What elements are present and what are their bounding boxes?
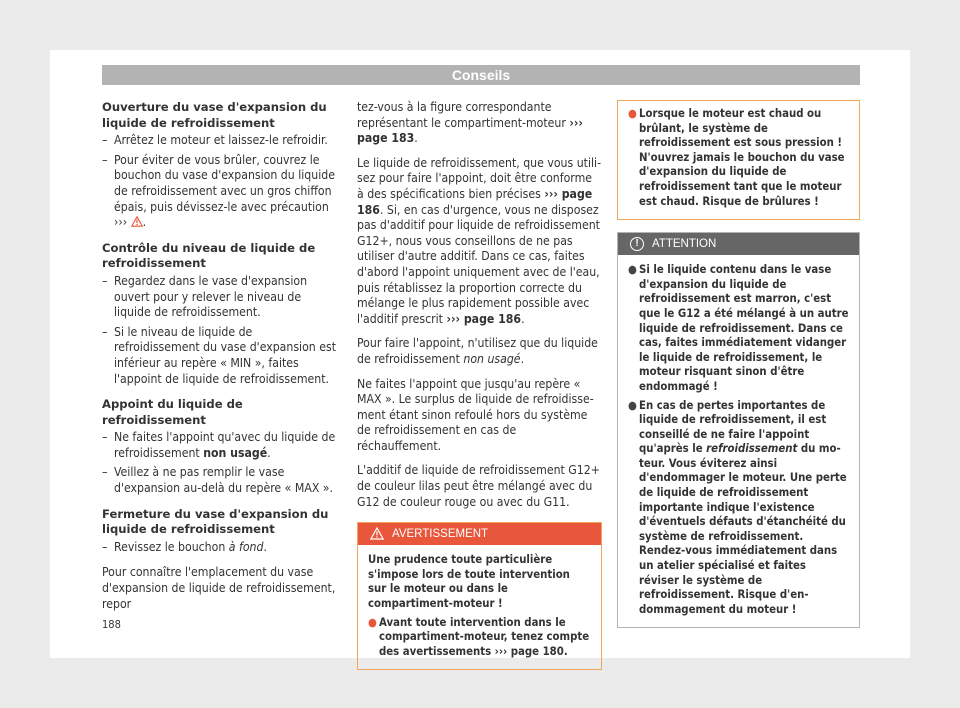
paragraph: Le liquide de refroidissement, que vous utilisez pour faire l'appoint, doit être conforme à des spécifications bien précises ››› page 186. Si, en cas d'urgence, vous ne disposez pas d'additif pour liquide de refroidissement G12+, nous vous conseillons de ne pas utiliser d'autre additif. Dans ce cas, faites d'abord l'appoint uniquement avec de l'eau, puis rétablissez la proportion correcte du mélange le plus rapidement possible avec l'additif prescrit ››› page 186. bbox=[357, 155, 602, 326]
column-3 bbox=[617, 100, 860, 628]
list-item: – Ne faites l'appoint qu'avec du liquide de refroidissement non usagé. bbox=[102, 430, 336, 460]
heading-open-tank: Ouverture du vase d'expansion du liquide de refroidissement bbox=[102, 100, 327, 130]
page-link[interactable]: ››› page 180 bbox=[494, 644, 564, 658]
paragraph: Pour connaître l'emplacement du vase d'expansion de liquide de refroidissement, repor bbox=[102, 565, 336, 611]
warning-box bbox=[357, 522, 602, 670]
list-item: – Arrêtez le moteur et laissez-le refroidir. bbox=[102, 133, 328, 148]
bullet-item: ● Avant toute intervention dans le compartiment-moteur, tenez compte des avertissements ››› page 180. bbox=[368, 615, 590, 658]
attention-box bbox=[617, 232, 860, 628]
warning-box-header: AVERTISSEMENT bbox=[358, 523, 601, 545]
heading-check-level: Contrôle du niveau de liquide de refroidissement bbox=[102, 240, 316, 271]
paragraph: Pour faire l'appoint, n'utilisez que du liquide de refroidissement non usagé. bbox=[357, 336, 598, 366]
page-number: 188 bbox=[102, 618, 121, 631]
bullet-item: ● Si le liquide contenu dans le vase d'expansion du liquide de refroidissement est marron, c'est que le G12 a été mélangé à un autre liquide de refroidissement. Dans ce cas, faites immédiatement vidanger le liquide de refroidissement, le moteur risquant sinon d'être endommagé ! bbox=[628, 263, 849, 393]
bullet-item: ● En cas de pertes importantes de liquide de refroidissement, il est conseillé de ne faire l'appoint qu'après le refroidissement du moteur. Vous éviterez ainsi d'endommager le moteur. Une perte de liquide de refroidissement importante indique l'existence d'éventuels défauts d'étanchéité du système de refroidissement. Rendez-vous immédiatement dans un atelier spécialisé et faites réviser le système de refroidissement. Risque d'endommagement du moteur ! bbox=[628, 398, 847, 616]
list-item: – Revissez le bouchon à fond. bbox=[102, 539, 267, 554]
heading-close-tank: Fermeture du vase d'expansion du liquide de refroidissement bbox=[102, 506, 329, 537]
page-link[interactable]: ››› page 186 bbox=[357, 186, 593, 217]
info-icon: ! bbox=[630, 237, 644, 251]
page-link[interactable]: ››› page 183 bbox=[357, 115, 583, 146]
warning-box-continued bbox=[617, 100, 860, 220]
page-link[interactable]: ››› page 186 bbox=[446, 311, 522, 326]
paragraph: tez-vous à la figure correspondante représentant le compartiment-moteur ››› page 183. bbox=[357, 100, 583, 146]
paragraph: L'additif de liquide de refroidissement G12+ de couleur lilas peut être mélangé avec du G12 de couleur rouge ou avec du G11. bbox=[357, 463, 600, 509]
warning-box-body: Une prudence toute particulière s'impose lors de toute intervention sur le moteur ou dans le compartiment-moteur ! ● Avant toute intervention dans le compartiment-moteur, tenez compte des avertissements ››› page 180. bbox=[368, 553, 590, 658]
warning-icon bbox=[370, 527, 384, 540]
attention-box-body bbox=[618, 255, 859, 627]
list-item: – Pour éviter de vous brûler, couvrez le bouchon du vase d'expansion du liquide de refroidissement avec un gros chiffon épais, puis dévissez-le avec précaution ››› . bbox=[102, 152, 335, 230]
list-item: – Regardez dans le vase d'expansion ouvert pour y relever le niveau de liquide de refroidissement. bbox=[102, 273, 308, 320]
column-1 bbox=[102, 100, 340, 621]
warning-icon bbox=[131, 216, 143, 227]
attention-box-header: ! ATTENTION bbox=[618, 233, 859, 255]
bullet-item: ● Lorsque le moteur est chaud ou brûlant, le système de refroidissement est sous pression ! N'ouvrez jamais le bouchon du vase d'expansion du liquide de refroidissement tant que le moteur est chaud. Risque de brûlures ! bbox=[628, 107, 845, 208]
list-item: – Si le niveau de liquide de refroidissement du vase d'expansion est inférieur au repère « MIN », faites l'appoint de liquide de refroidissement. bbox=[102, 324, 336, 386]
heading-topup: Appoint du liquide de refroidissement bbox=[102, 397, 243, 427]
list-item: – Veillez à ne pas remplir le vase d'expansion au-delà du repère « MAX ». bbox=[102, 465, 333, 496]
paragraph: Ne faites l'appoint que jusqu'au repère « MAX ». Le surplus de liquide de refroidissement étant sinon refoulé hors du système de refroidissement en cas de réchauffement. bbox=[357, 376, 594, 453]
section-title: Conseils bbox=[451, 67, 511, 83]
column-2 bbox=[357, 100, 602, 670]
